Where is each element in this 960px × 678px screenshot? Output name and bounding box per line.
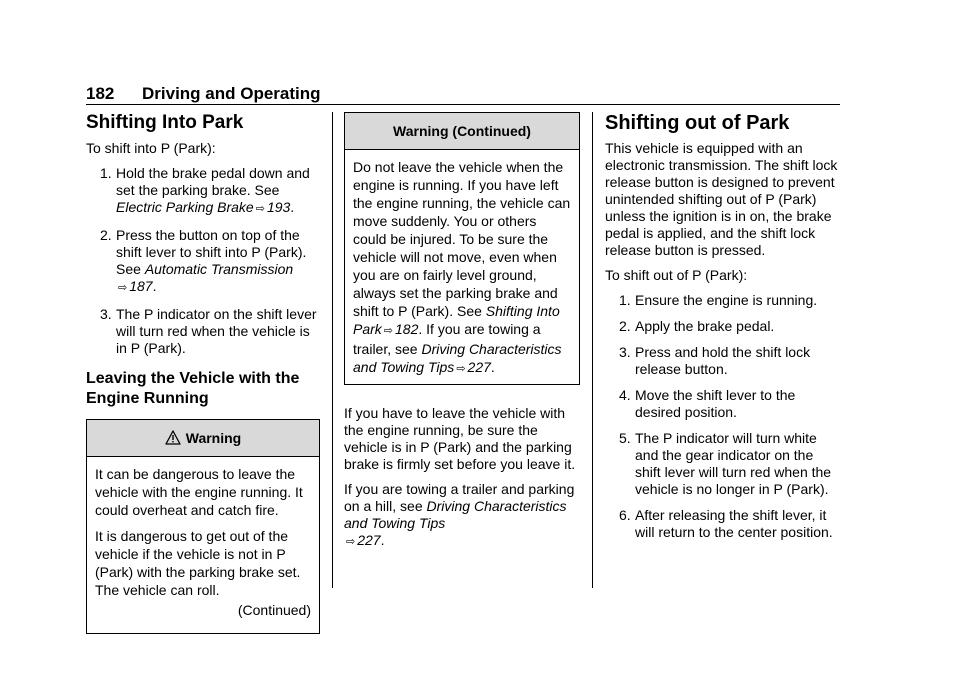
column-divider (592, 112, 593, 588)
list-item (86, 227, 320, 297)
warning-content (345, 150, 579, 384)
step-text: The P indicator will turn white and the gear indicator on the shift lever will turn red when the vehicle is no longer in P (Park). (635, 430, 832, 497)
list-item (605, 387, 841, 421)
step-number: 2. (619, 318, 631, 334)
step-text: Move the shift lever to the desired position. (635, 387, 796, 420)
step-number: 6. (619, 507, 631, 523)
warning-triangle-icon (165, 422, 181, 458)
step-text: Ensure the engine is running. (635, 292, 818, 308)
list-item (605, 318, 841, 335)
steps-list (605, 292, 841, 541)
xref-link[interactable]: Electric Parking Brake (116, 199, 254, 215)
step-number: 4. (619, 387, 631, 403)
warning-paragraph: It can be dangerous to leave the vehicle with the engine running. It could overheat and catch fire. (95, 466, 303, 518)
warning-text: Do not leave the vehicle when the engine is running. If you have left the engine running, the vehicle can move suddenly. You or others could be injured. To be sure the vehicle will not move, even when you are on fairly level ground, always set the parking brake and shift to P (Park). See (353, 159, 571, 319)
step-text: After releasing the shift lever, it will return to the center position. (635, 507, 833, 540)
intro-text: This vehicle is equipped with an electronic transmission. The shift lock release button is designed to prevent unintended shifting out of P (Park) unless the ignition is in on, the brake pedal is applied, and the shift lock release button is pressed. (605, 140, 838, 258)
column-divider (332, 112, 333, 588)
step-number: 1. (619, 292, 631, 308)
page-ref-arrow-icon: ⇨ (346, 536, 356, 548)
list-item (605, 344, 841, 378)
list-item (86, 165, 320, 218)
lead-text: To shift out of P (Park): (605, 267, 748, 283)
list-item (605, 292, 841, 309)
column-1 (86, 112, 320, 634)
page-ref[interactable]: 182 (395, 321, 419, 337)
page-ref[interactable]: 187 (129, 278, 153, 294)
warning-header (87, 420, 319, 457)
list-item (86, 306, 320, 357)
step-text: Press and hold the shift lock release button. (635, 344, 811, 377)
step-number: 2. (100, 227, 112, 243)
column-3 (605, 112, 841, 550)
warning-box (86, 419, 320, 634)
page-ref[interactable]: 227 (467, 359, 491, 375)
list-item (605, 430, 841, 498)
paragraph (344, 481, 580, 551)
step-number: 1. (100, 165, 112, 181)
step-number: 3. (619, 344, 631, 360)
page-header (86, 84, 840, 105)
page-ref-arrow-icon: ⇨ (383, 325, 394, 337)
warning-text: . If you are towing a trailer, see (353, 321, 541, 357)
warning-header: Warning (Continued) (345, 113, 579, 150)
section-title: Driving and Operating (142, 84, 321, 103)
page-ref[interactable]: 227 (357, 532, 381, 548)
continued-label: (Continued) (237, 602, 311, 618)
page-number: 182 (86, 84, 115, 103)
xref-link[interactable]: Shifting Into Park (353, 303, 560, 337)
page-ref-arrow-icon: ⇨ (255, 203, 265, 215)
warning-paragraph: It is dangerous to get out of the vehicle if the vehicle is not in P (Park) with the parking brake set. The vehicle can roll. (95, 528, 301, 598)
page-ref-arrow-icon: ⇨ (456, 363, 466, 375)
step-number: 5. (619, 430, 631, 446)
page-ref[interactable]: 193 (266, 199, 291, 215)
warning-content (87, 457, 319, 633)
punct: . (490, 359, 495, 375)
punct: . (152, 278, 157, 294)
step-text: Press the button on top of the shift lever to shift into P (Park). See (116, 227, 307, 277)
warning-paragraph (353, 158, 571, 378)
paragraph: If you have to leave the vehicle with the engine running, be sure the vehicle is in P (Park) and the parking brake is firmly set before you leave it. (344, 405, 576, 472)
xref-link[interactable]: Automatic Transmission (144, 261, 294, 277)
xref-link[interactable]: Driving Characteristics and Towing Tips (344, 498, 567, 531)
step-text: The P indicator on the shift lever will turn red when the vehicle is in P (Park). (116, 306, 317, 356)
heading-shifting-into-park: Shifting Into Park (86, 112, 244, 133)
step-text: Apply the brake pedal. (635, 318, 775, 334)
warning-title: Warning (185, 430, 242, 446)
heading-leaving-vehicle: Leaving the Vehicle with the Engine Running (86, 370, 300, 407)
step-number: 3. (100, 306, 112, 322)
xref-link[interactable]: Driving Characteristics and Towing Tips (353, 341, 562, 375)
steps-list (86, 165, 320, 357)
step-text: Hold the brake pedal down and set the parking brake. See (116, 165, 310, 198)
paragraph-text: If you are towing a trailer and parking on a hill, see (344, 481, 575, 514)
punct: . (380, 532, 385, 548)
page-ref-arrow-icon: ⇨ (118, 282, 128, 294)
warning-box-continued (344, 112, 580, 385)
intro-text: To shift into P (Park): (86, 140, 216, 156)
punct: . (290, 199, 295, 215)
column-2 (344, 112, 580, 559)
heading-shifting-out-of-park: Shifting out of Park (605, 112, 790, 134)
list-item (605, 507, 841, 541)
